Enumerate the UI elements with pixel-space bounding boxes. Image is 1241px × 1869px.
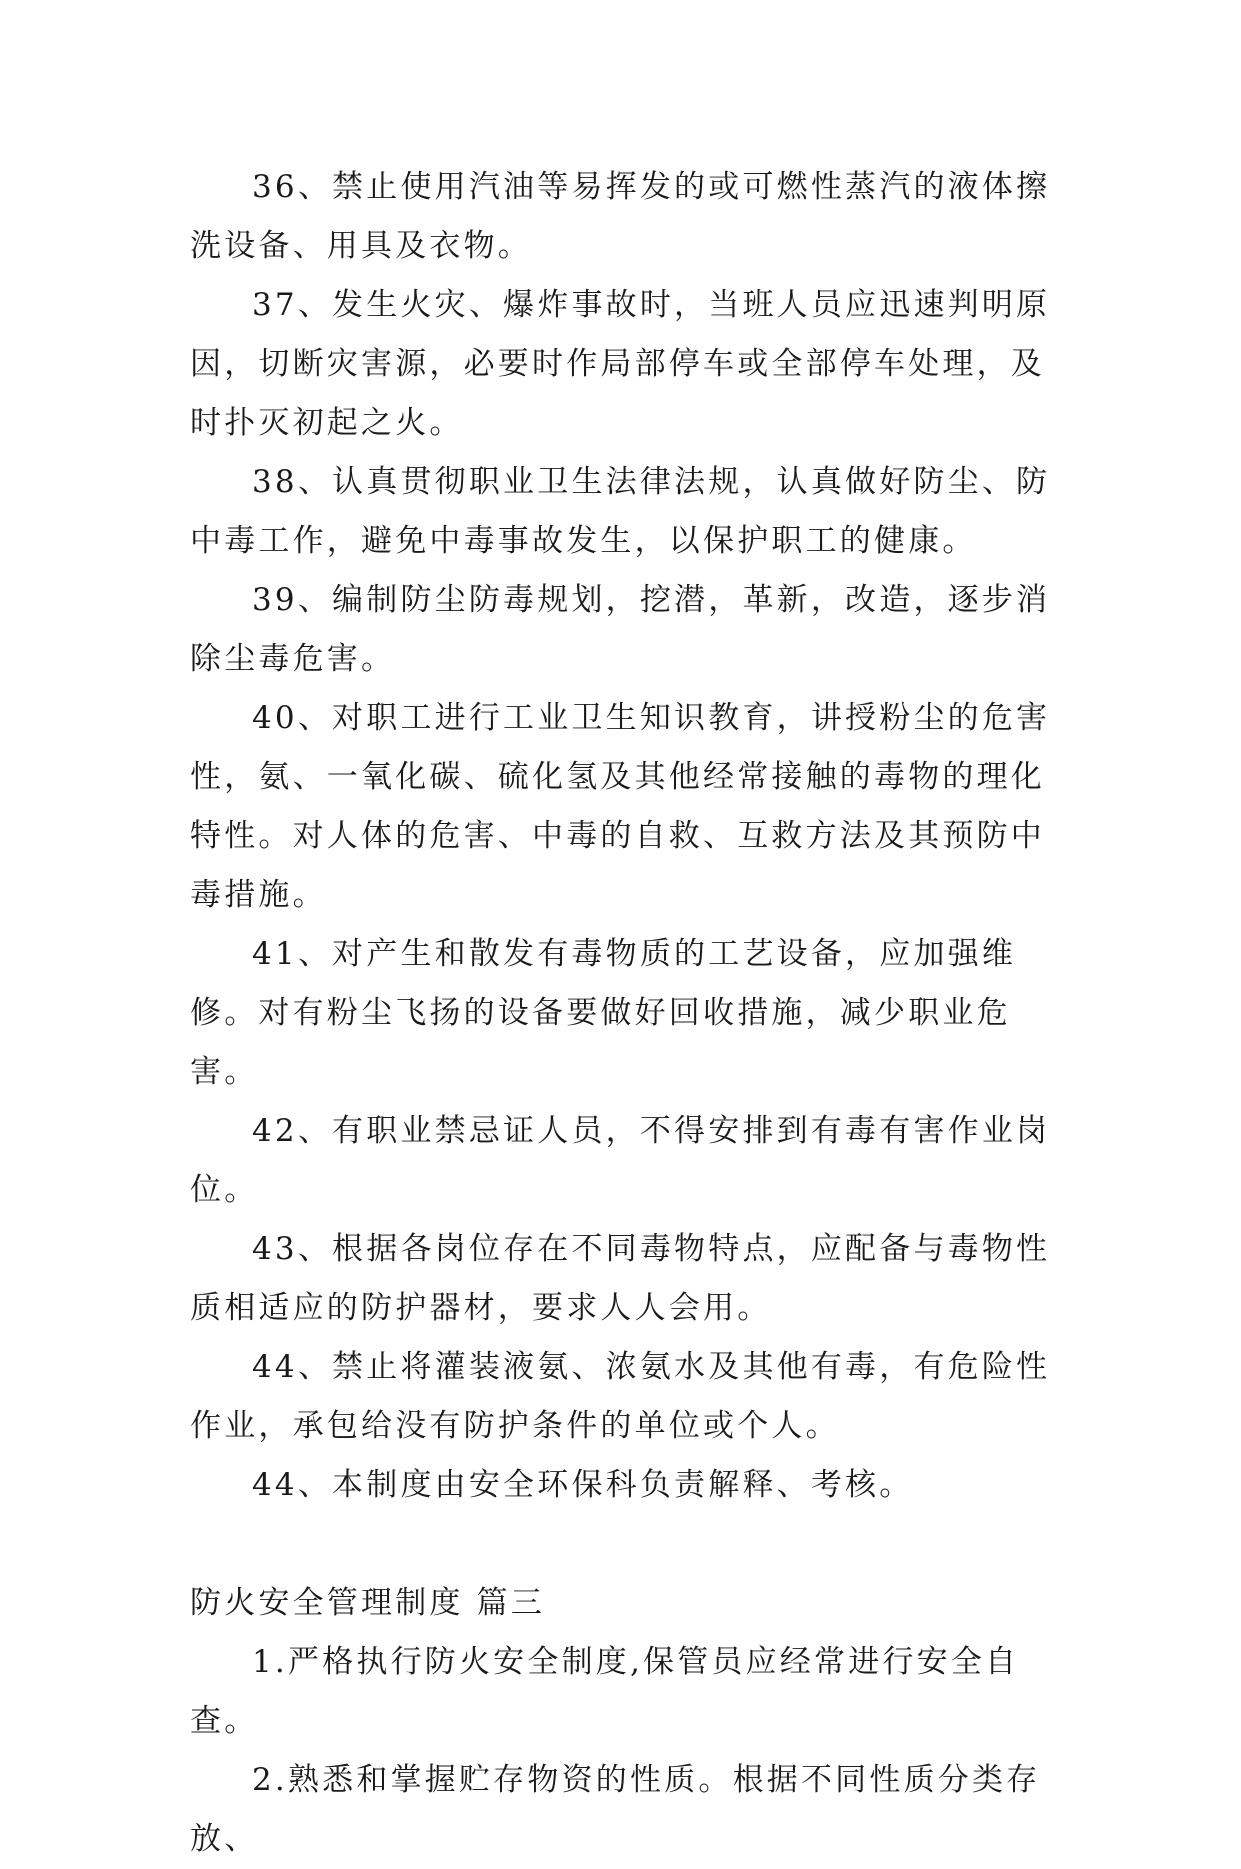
paragraph-43: 43、根据各岗位存在不同毒物特点，应配备与毒物性质相适应的防护器材，要求人人会用。 [190,1231,1051,1326]
paragraph-38: 38、认真贯彻职业卫生法律法规，认真做好防尘、防中毒工作，避免中毒事故发生，以保护职工的健康。 [190,464,1051,559]
paragraph-37: 37、发生火灾、爆炸事故时，当班人员应迅速判明原因，切断灾害源，必要时作局部停车或全部停车处理，及时扑灭初起之火。 [190,287,1051,441]
paragraph-36: 36、禁止使用汽油等易挥发的或可燃性蒸汽的液体擦洗设备、用具及衣物。 [190,169,1051,264]
paragraph-39: 39、编制防尘防毒规划，挖潜，革新，改造，逐步消除尘毒危害。 [190,582,1051,677]
paragraph-41: 41、对产生和散发有毒物质的工艺设备，应加强维修。对有粉尘飞扬的设备要做好回收措施，减少职业危害。 [190,936,1017,1090]
section-paragraph-2: 2.熟悉和掌握贮存物资的性质。根据不同性质分类存放、 [190,1762,1041,1857]
paragraph-44-closing: 44、本制度由安全环保科负责解释、考核。 [252,1467,914,1503]
paragraph-42: 42、有职业禁忌证人员，不得安排到有毒有害作业岗位。 [190,1113,1051,1208]
section-title: 防火安全管理制度 篇三 [190,1585,546,1621]
paragraph-40: 40、对职工进行工业卫生知识教育，讲授粉尘的危害性，氨、一氧化碳、硫化氢及其他经常接触的毒物的理化特性。对人体的危害、中毒的自救、互救方法及其预防中毒措施。 [190,700,1051,913]
paragraph-44: 44、禁止将灌装液氨、浓氨水及其他有毒，有危险性作业，承包给没有防护条件的单位或个人。 [190,1349,1051,1444]
section-paragraph-1: 1.严格执行防火安全制度,保管员应经常进行安全自查。 [190,1644,1020,1739]
document-body [190,158,1056,1869]
